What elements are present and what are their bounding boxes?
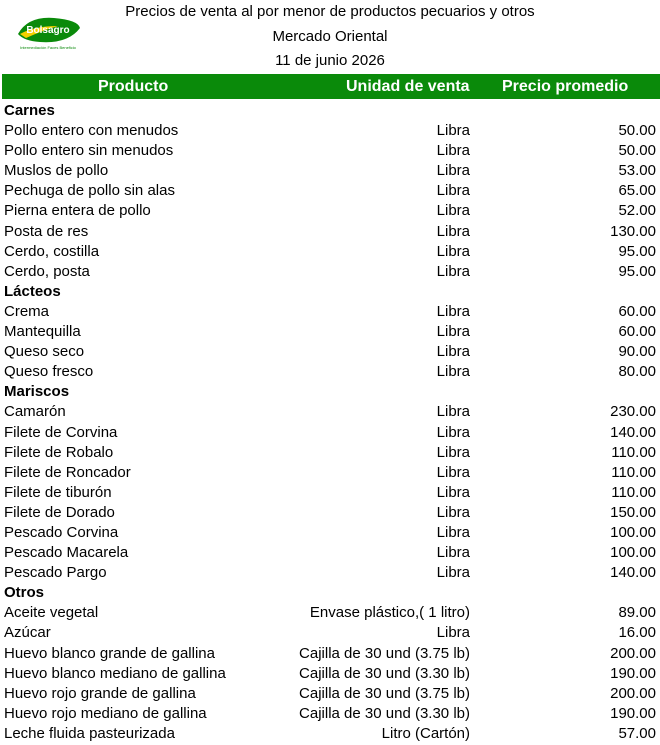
report-header xyxy=(0,0,660,74)
table-row xyxy=(0,181,660,201)
product-name: Azúcar xyxy=(4,624,51,642)
price-cell: 90.00 xyxy=(618,343,656,361)
product-name: Queso fresco xyxy=(4,363,94,381)
price-cell: 230.00 xyxy=(610,403,656,421)
table-row xyxy=(0,644,660,664)
price-cell: 16.00 xyxy=(618,624,656,642)
product-name: Huevo blanco mediano de gallina xyxy=(4,664,226,682)
price-cell: 200.00 xyxy=(610,684,656,702)
category-label: Lácteos xyxy=(4,282,61,300)
unit-cell: Libra xyxy=(436,182,470,200)
table-header xyxy=(2,74,660,99)
price-cell: 100.00 xyxy=(610,523,656,541)
category-label: Otros xyxy=(4,584,45,602)
price-cell: 110.00 xyxy=(611,463,656,481)
unit-cell: Libra xyxy=(436,262,470,280)
table-row xyxy=(0,503,660,523)
product-name: Pescado Pargo xyxy=(4,564,107,582)
product-name: Pescado Corvina xyxy=(4,523,119,541)
price-cell: 140.00 xyxy=(610,564,656,582)
unit-cell: Libra xyxy=(436,302,470,320)
header-unit: Unidad de venta xyxy=(346,78,470,95)
price-cell: 50.00 xyxy=(618,142,656,160)
product-name: Filete de Dorado xyxy=(4,503,115,521)
product-name: Huevo rojo mediano de gallina xyxy=(4,704,207,722)
unit-cell: Cajilla de 30 und (3.75 lb) xyxy=(299,684,470,702)
product-name: Aceite vegetal xyxy=(4,604,99,622)
category-row xyxy=(0,101,660,121)
table-row xyxy=(0,302,660,322)
price-cell: 95.00 xyxy=(618,242,656,260)
price-cell: 80.00 xyxy=(618,363,656,381)
price-cell: 130.00 xyxy=(610,222,656,240)
price-cell: 140.00 xyxy=(610,423,656,441)
table-row xyxy=(0,402,660,422)
unit-cell: Libra xyxy=(436,363,470,381)
unit-cell: Libra xyxy=(436,343,470,361)
unit-cell: Libra xyxy=(436,423,470,441)
table-row xyxy=(0,443,660,463)
product-name: Pollo entero con menudos xyxy=(4,122,179,140)
product-name: Filete de Roncador xyxy=(4,463,131,481)
price-table-body xyxy=(0,101,660,744)
price-cell: 50.00 xyxy=(618,122,656,140)
table-row xyxy=(0,342,660,362)
category-label: Carnes xyxy=(4,102,55,119)
unit-cell: Libra xyxy=(436,122,470,140)
header-product: Producto xyxy=(98,78,169,95)
product-name: Pollo entero sin menudos xyxy=(4,142,174,160)
table-row xyxy=(0,623,660,643)
unit-cell: Libra xyxy=(436,624,470,642)
report-market: Mercado Oriental xyxy=(272,28,388,45)
price-cell: 60.00 xyxy=(618,302,656,320)
table-row xyxy=(0,563,660,583)
unit-cell: Libra xyxy=(436,564,470,582)
table-row xyxy=(0,141,660,161)
unit-cell: Libra xyxy=(436,463,470,481)
product-name: Mantequilla xyxy=(4,323,81,341)
price-cell: 57.00 xyxy=(618,724,656,742)
product-name: Muslos de pollo xyxy=(4,162,109,180)
table-row xyxy=(0,242,660,262)
product-name: Cerdo, posta xyxy=(4,262,90,280)
price-cell: 200.00 xyxy=(610,644,656,662)
logo-text: Bolsagro xyxy=(26,25,70,36)
unit-cell: Libra xyxy=(436,323,470,341)
table-row xyxy=(0,664,660,684)
price-cell: 89.00 xyxy=(618,604,656,622)
unit-cell: Envase plástico,( 1 litro) xyxy=(309,604,470,622)
table-row xyxy=(0,121,660,141)
table-row xyxy=(0,523,660,543)
unit-cell: Libra xyxy=(436,222,470,240)
table-row xyxy=(0,603,660,623)
unit-cell: Cajilla de 30 und (3.30 lb) xyxy=(299,704,470,722)
category-row xyxy=(0,583,660,603)
price-cell: 60.00 xyxy=(618,323,656,341)
category-row xyxy=(0,282,660,302)
price-cell: 53.00 xyxy=(618,162,656,180)
unit-cell: Libra xyxy=(436,142,470,160)
table-row xyxy=(0,201,660,221)
table-row xyxy=(0,161,660,181)
unit-cell: Libra xyxy=(436,202,470,220)
unit-cell: Libra xyxy=(436,242,470,260)
table-row xyxy=(0,543,660,563)
price-cell: 110.00 xyxy=(611,483,656,501)
table-row xyxy=(0,724,660,744)
category-row xyxy=(0,382,660,402)
product-name: Filete de tiburón xyxy=(4,483,112,501)
product-name: Pierna entera de pollo xyxy=(4,202,151,220)
product-name: Posta de res xyxy=(4,222,89,240)
product-name: Crema xyxy=(4,302,50,320)
header-price: Precio promedio xyxy=(502,78,629,95)
table-row xyxy=(0,704,660,724)
unit-cell: Libra xyxy=(436,503,470,521)
unit-cell: Cajilla de 30 und (3.75 lb) xyxy=(299,644,470,662)
unit-cell: Libra xyxy=(436,523,470,541)
product-name: Pechuga de pollo sin alas xyxy=(4,182,175,200)
table-row xyxy=(0,684,660,704)
price-cell: 110.00 xyxy=(611,443,656,461)
table-row xyxy=(0,362,660,382)
product-name: Pescado Macarela xyxy=(4,544,129,562)
product-name: Queso seco xyxy=(4,343,85,361)
unit-cell: Litro (Cartón) xyxy=(381,724,470,742)
price-cell: 100.00 xyxy=(610,544,656,562)
unit-cell: Libra xyxy=(436,403,470,421)
table-row xyxy=(0,262,660,282)
report-date: 11 de junio 2026 xyxy=(275,52,385,69)
unit-cell: Libra xyxy=(436,544,470,562)
unit-cell: Libra xyxy=(436,483,470,501)
product-name: Leche fluida pasteurizada xyxy=(4,724,175,742)
price-cell: 190.00 xyxy=(610,664,656,682)
price-cell: 190.00 xyxy=(610,704,656,722)
product-name: Huevo blanco grande de gallina xyxy=(4,644,215,662)
price-cell: 150.00 xyxy=(610,503,656,521)
product-name: Camarón xyxy=(4,403,66,421)
price-cell: 52.00 xyxy=(618,202,656,220)
unit-cell: Cajilla de 30 und (3.30 lb) xyxy=(299,664,470,682)
unit-cell: Libra xyxy=(436,162,470,180)
unit-cell: Libra xyxy=(436,443,470,461)
table-row xyxy=(0,483,660,503)
report-title: Precios de venta al por menor de productos pecuarios y otros xyxy=(125,3,535,20)
price-cell: 95.00 xyxy=(618,262,656,280)
logo-tagline: Intermediación Faces Beneficio xyxy=(20,45,76,50)
category-label: Mariscos xyxy=(4,383,70,401)
table-row xyxy=(0,423,660,443)
table-row xyxy=(0,322,660,342)
product-name: Huevo rojo grande de gallina xyxy=(4,684,196,702)
table-row xyxy=(0,463,660,483)
product-name: Filete de Corvina xyxy=(4,423,118,441)
product-name: Cerdo, costilla xyxy=(4,242,100,260)
price-cell: 65.00 xyxy=(618,182,656,200)
table-row xyxy=(0,222,660,242)
product-name: Filete de Robalo xyxy=(4,443,114,461)
